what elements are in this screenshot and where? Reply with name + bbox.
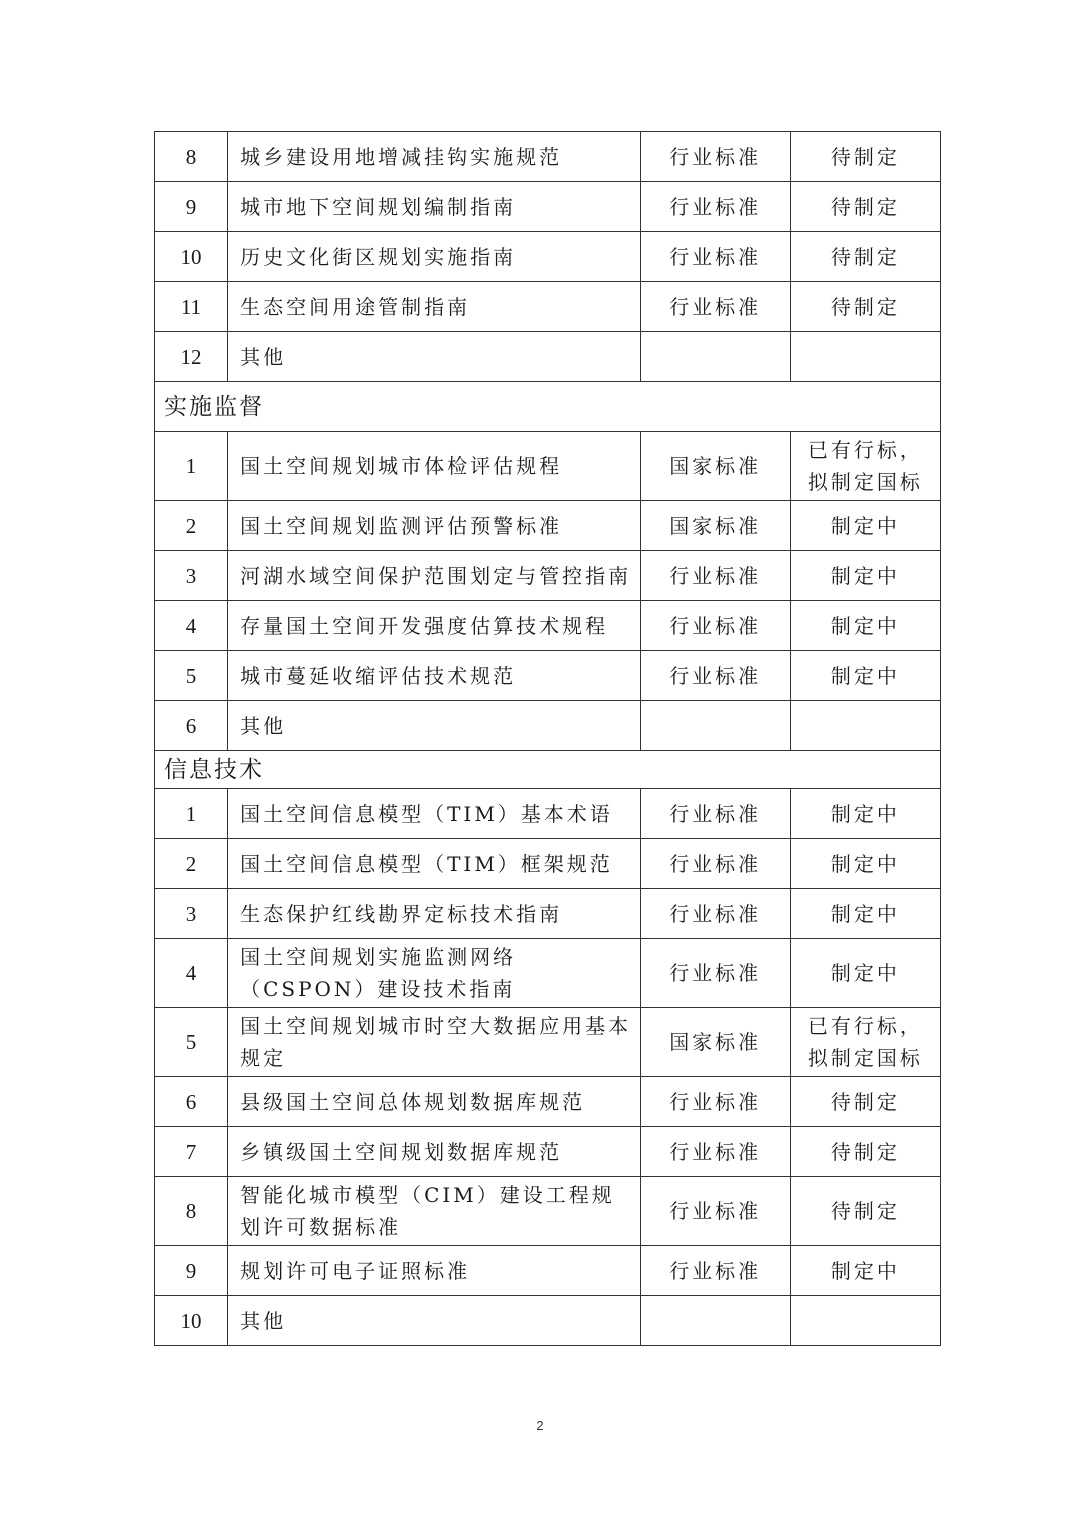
table-row — [155, 232, 941, 282]
standard-status-cell: 待制定 — [790, 182, 940, 232]
standard-status-cell: 制定中 — [790, 939, 940, 1008]
row-number-cell: 12 — [155, 332, 228, 382]
standard-status-cell: 制定中 — [790, 551, 940, 601]
standard-type-cell: 行业标准 — [640, 651, 790, 701]
standard-status-cell: 制定中 — [790, 789, 940, 839]
table-row — [155, 601, 941, 651]
section-title: 实施监督 — [155, 382, 941, 432]
row-number-cell: 5 — [155, 1008, 228, 1077]
standard-name-cell: 县级国土空间总体规划数据库规范 — [228, 1077, 641, 1127]
row-number-cell: 4 — [155, 939, 228, 1008]
standard-status-cell: 制定中 — [790, 1246, 940, 1296]
standard-name-cell: 其他 — [228, 1296, 641, 1346]
standard-name-cell: 国土空间信息模型（TIM）框架规范 — [228, 839, 641, 889]
standard-status-cell: 待制定 — [790, 1127, 940, 1177]
table-row — [155, 701, 941, 751]
standard-type-cell: 国家标准 — [640, 432, 790, 501]
standard-type-cell: 行业标准 — [640, 839, 790, 889]
standard-status-cell — [790, 332, 940, 382]
standard-name-cell: 国土空间规划监测评估预警标准 — [228, 501, 641, 551]
standard-name-cell: 生态空间用途管制指南 — [228, 282, 641, 332]
standard-name-cell: 国土空间规划城市时空大数据应用基本规定 — [228, 1008, 641, 1077]
standard-type-cell: 行业标准 — [640, 132, 790, 182]
table-row — [155, 332, 941, 382]
table-row — [155, 432, 941, 501]
standards-table-body — [155, 132, 941, 1346]
standard-name-cell: 生态保护红线勘界定标技术指南 — [228, 889, 641, 939]
standard-status-cell: 制定中 — [790, 839, 940, 889]
standard-name-cell: 乡镇级国土空间规划数据库规范 — [228, 1127, 641, 1177]
row-number-cell: 11 — [155, 282, 228, 332]
table-row — [155, 282, 941, 332]
standard-type-cell: 行业标准 — [640, 789, 790, 839]
table-row — [155, 1246, 941, 1296]
section-header-row — [155, 382, 941, 432]
row-number-cell: 3 — [155, 889, 228, 939]
section-header-row — [155, 751, 941, 789]
standard-status-cell: 制定中 — [790, 889, 940, 939]
standard-status-cell: 待制定 — [790, 282, 940, 332]
standard-type-cell: 行业标准 — [640, 1177, 790, 1246]
table-row — [155, 889, 941, 939]
standard-name-cell: 历史文化街区规划实施指南 — [228, 232, 641, 282]
row-number-cell: 7 — [155, 1127, 228, 1177]
page-number: 2 — [536, 1418, 544, 1433]
row-number-cell: 9 — [155, 1246, 228, 1296]
row-number-cell: 4 — [155, 601, 228, 651]
standard-name-cell: 城乡建设用地增减挂钩实施规范 — [228, 132, 641, 182]
table-row — [155, 1077, 941, 1127]
standard-status-cell: 已有行标，拟制定国标 — [790, 1008, 940, 1077]
standard-status-cell: 制定中 — [790, 501, 940, 551]
table-row — [155, 501, 941, 551]
standard-name-cell: 其他 — [228, 701, 641, 751]
standard-status-cell — [790, 701, 940, 751]
row-number-cell: 10 — [155, 1296, 228, 1346]
table-row — [155, 551, 941, 601]
row-number-cell: 2 — [155, 501, 228, 551]
row-number-cell: 6 — [155, 1077, 228, 1127]
row-number-cell: 3 — [155, 551, 228, 601]
row-number-cell: 8 — [155, 132, 228, 182]
standard-status-cell: 已有行标，拟制定国标 — [790, 432, 940, 501]
standard-type-cell: 行业标准 — [640, 939, 790, 1008]
standard-type-cell: 行业标准 — [640, 601, 790, 651]
standard-name-cell: 国土空间信息模型（TIM）基本术语 — [228, 789, 641, 839]
table-row — [155, 132, 941, 182]
table-row — [155, 651, 941, 701]
standard-type-cell: 行业标准 — [640, 889, 790, 939]
row-number-cell: 1 — [155, 432, 228, 501]
standard-type-cell: 国家标准 — [640, 501, 790, 551]
standard-type-cell: 行业标准 — [640, 551, 790, 601]
standard-status-cell — [790, 1296, 940, 1346]
standard-type-cell — [640, 332, 790, 382]
table-row — [155, 1008, 941, 1077]
standard-type-cell — [640, 701, 790, 751]
standard-name-cell: 国土空间规划城市体检评估规程 — [228, 432, 641, 501]
standards-table — [154, 131, 941, 1346]
row-number-cell: 2 — [155, 839, 228, 889]
standard-type-cell: 国家标准 — [640, 1008, 790, 1077]
row-number-cell: 8 — [155, 1177, 228, 1246]
standard-name-cell: 规划许可电子证照标准 — [228, 1246, 641, 1296]
row-number-cell: 5 — [155, 651, 228, 701]
row-number-cell: 6 — [155, 701, 228, 751]
standard-status-cell: 制定中 — [790, 601, 940, 651]
table-row — [155, 1296, 941, 1346]
table-row — [155, 839, 941, 889]
table-row — [155, 182, 941, 232]
standard-type-cell: 行业标准 — [640, 1246, 790, 1296]
standard-name-cell: 其他 — [228, 332, 641, 382]
standard-name-cell: 国土空间规划实施监测网络（CSPON）建设技术指南 — [228, 939, 641, 1008]
standard-name-cell: 河湖水域空间保护范围划定与管控指南 — [228, 551, 641, 601]
row-number-cell: 9 — [155, 182, 228, 232]
standard-status-cell: 待制定 — [790, 1177, 940, 1246]
row-number-cell: 10 — [155, 232, 228, 282]
standard-type-cell — [640, 1296, 790, 1346]
table-row — [155, 1177, 941, 1246]
standard-type-cell: 行业标准 — [640, 1127, 790, 1177]
standard-type-cell: 行业标准 — [640, 282, 790, 332]
standard-status-cell: 待制定 — [790, 132, 940, 182]
table-row — [155, 1127, 941, 1177]
section-title: 信息技术 — [155, 751, 941, 789]
table-row — [155, 939, 941, 1008]
table-row — [155, 789, 941, 839]
row-number-cell: 1 — [155, 789, 228, 839]
standard-name-cell: 智能化城市模型（CIM）建设工程规划许可数据标准 — [228, 1177, 641, 1246]
standard-name-cell: 城市地下空间规划编制指南 — [228, 182, 641, 232]
standard-status-cell: 待制定 — [790, 232, 940, 282]
standard-status-cell: 制定中 — [790, 651, 940, 701]
standard-name-cell: 城市蔓延收缩评估技术规范 — [228, 651, 641, 701]
standard-type-cell: 行业标准 — [640, 232, 790, 282]
standard-status-cell: 待制定 — [790, 1077, 940, 1127]
standard-type-cell: 行业标准 — [640, 1077, 790, 1127]
standard-name-cell: 存量国土空间开发强度估算技术规程 — [228, 601, 641, 651]
standard-type-cell: 行业标准 — [640, 182, 790, 232]
